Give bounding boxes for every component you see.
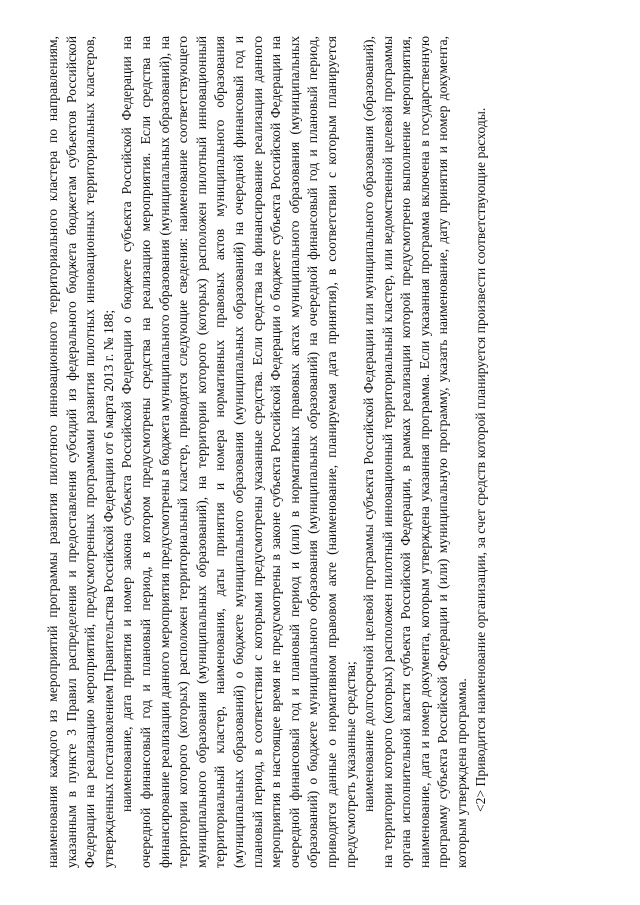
footnote-2: <2> Приводится наименование организации, за счет средств которой планируется произвести соответствующие расходы. xyxy=(472,107,488,812)
paragraph-budget-law: наименование, дата принятия и номер закона субъекта Российской Федерации о бюджете субъекта Российской Федерации на очередной финансовый год и плановый период, в котором предусмотрены средства на реализацию мероприятия. Если средства на финансирование реализации данного мероприятия предусмотрены в бюджета муниципального образования (муниципальных образований), на территории которого (которых) расположен территориальный кластер, приводятся следующие сведения: наименование соответствующего муниципального образования (муниципальных образований), на территории которого (которых) расположен пилотный инновационный территориальный кластер, наименования, даты принятия и номера нормативных правовых актов муниципального образования (муниципальных образований) о бюджете муниципального образования (муниципальных образований) на очередной финансовый год и плановый период, в соответствии с которыми предусмотрены указанные средства. Если средства на финансирование реализации данного мероприятия в настоящее время не предусмотрены в законе субъекта Российской Федерации о бюджете субъекта Российской Федерации на очередной финансовый год и плановый период и (или) в нормативных правовых актах муниципального образования (муниципальных образований) о бюджете муниципального образования (муниципальных образований) на очередной финансовый год и плановый период, приводятся данные о нормативном правовом акте (наименование, планируемая дата принятия), в соответствии с которым планируется предусмотреть указанные средства; xyxy=(119,36,358,868)
paragraph-measures-list: наименования каждого из мероприятий программы развития пилотного инновационного территориального кластера по направлениям, указанным в пункте 3 Правил распределения и предоставления субсидий из федерального бюджета бюджетам субъектов Российской Федерации на реализацию мероприятий, предусмотренных программами развития пилотных инновационных территориальных кластеров, утвержденных постановлением Правительства Российской Федерации от 6 марта 2013 г. № 188; xyxy=(45,36,116,868)
rotated-text-block xyxy=(40,34,600,870)
paragraph-target-program: наименование долгосрочной целевой программы субъекта Российской Федерации или муниципального образования (образований), на территории которого (которых) расположен пилотный инновационный территориальный кластер, или ведомственной целевой программы органа исполнительной власти субъекта Российской Федерации, в рамках реализации которой предусмотрено выполнение мероприятия, наименование, дата и номер документа, которым утверждена указанная программа. Если указанная программа включена в государственную программу субъекта Российской Федерации и (или) муниципальную программу, указать наименование, дату принятия и номер документа, которым утверждена программа. xyxy=(361,36,470,868)
